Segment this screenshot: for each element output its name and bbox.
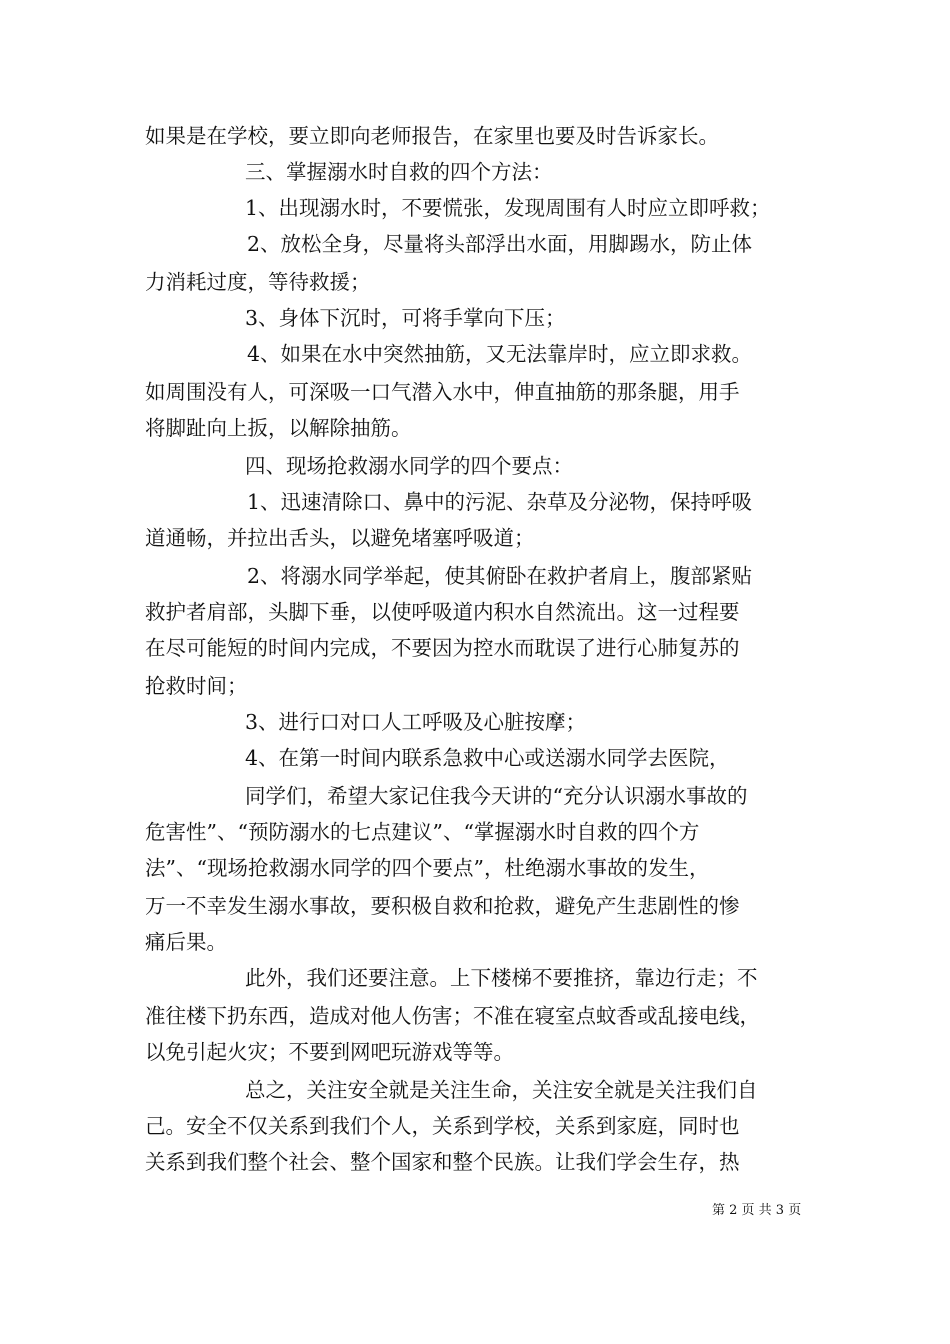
- text-line: 关系到我们整个社会、整个国家和整个民族。让我们学会生存，热: [145, 1150, 740, 1174]
- text-line: 如果是在学校，要立即向老师报告，在家里也要及时告诉家长。: [145, 124, 719, 148]
- page-number: 第 2 页 共 3 页: [712, 1203, 802, 1218]
- section-heading-on-site-rescue: 四、现场抢救溺水同学的四个要点：: [245, 454, 573, 478]
- text-line: 痛后果。: [145, 930, 227, 954]
- text-line: 法”、“现场抢救溺水同学的四个要点”，杜绝溺水事故的发生，: [145, 856, 710, 880]
- text-line: 力消耗过度，等待救援；: [145, 270, 371, 294]
- text-line: 如周围没有人，可深吸一口气潜入水中，伸直抽筋的那条腿，用手: [145, 380, 740, 404]
- text-line: 救护者肩部，头脚下垂，以使呼吸道内积水自然流出。这一过程要: [145, 600, 740, 624]
- text-line: 准往楼下扔东西，造成对他人伤害；不准在寝室点蚊香或乱接电线，: [145, 1004, 760, 1028]
- text-line: 以免引起火灾；不要到网吧玩游戏等等。: [145, 1040, 514, 1064]
- text-line: 道通畅，并拉出舌头，以避免堵塞呼吸道；: [145, 526, 535, 550]
- section-heading-self-rescue: 三、掌握溺水时自救的四个方法：: [245, 160, 553, 184]
- text-line: 总之，关注安全就是关注生命，关注安全就是关注我们自: [245, 1078, 758, 1102]
- text-line: 此外，我们还要注意。上下楼梯不要推挤，靠边行走；不: [245, 966, 758, 990]
- text-line: 3、身体下沉时，可将手掌向下压；: [245, 306, 566, 330]
- text-line: 1、迅速清除口、鼻中的污泥、杂草及分泌物，保持呼吸: [247, 490, 753, 514]
- text-line: 2、放松全身，尽量将头部浮出水面，用脚踢水，防止体: [247, 232, 753, 256]
- text-line: 3、进行口对口人工呼吸及心脏按摩；: [245, 710, 587, 734]
- text-line: 己。安全不仅关系到我们个人，关系到学校，关系到家庭，同时也: [145, 1114, 740, 1138]
- text-line: 万一不幸发生溺水事故，要积极自救和抢救，避免产生悲剧性的惨: [145, 894, 740, 918]
- text-line: 将脚趾向上扳，以解除抽筋。: [145, 416, 412, 440]
- text-line: 4、如果在水中突然抽筋，又无法靠岸时，应立即求救。: [247, 342, 753, 366]
- text-line: 1、出现溺水时，不要慌张，发现周围有人时应立即呼救；: [245, 196, 771, 220]
- text-line: 同学们，希望大家记住我今天讲的“充分认识溺水事故的: [245, 784, 748, 808]
- text-line: 危害性”、“预防溺水的七点建议”、“掌握溺水时自救的四个方: [145, 820, 700, 844]
- text-line: 4、在第一时间内联系急救中心或送溺水同学去医院，: [245, 746, 730, 770]
- text-line: 在尽可能短的时间内完成，不要因为控水而耽误了进行心肺复苏的: [145, 636, 740, 660]
- text-line: 2、将溺水同学举起，使其俯卧在救护者肩上，腹部紧贴: [247, 564, 753, 588]
- text-line: 抢救时间；: [145, 674, 248, 698]
